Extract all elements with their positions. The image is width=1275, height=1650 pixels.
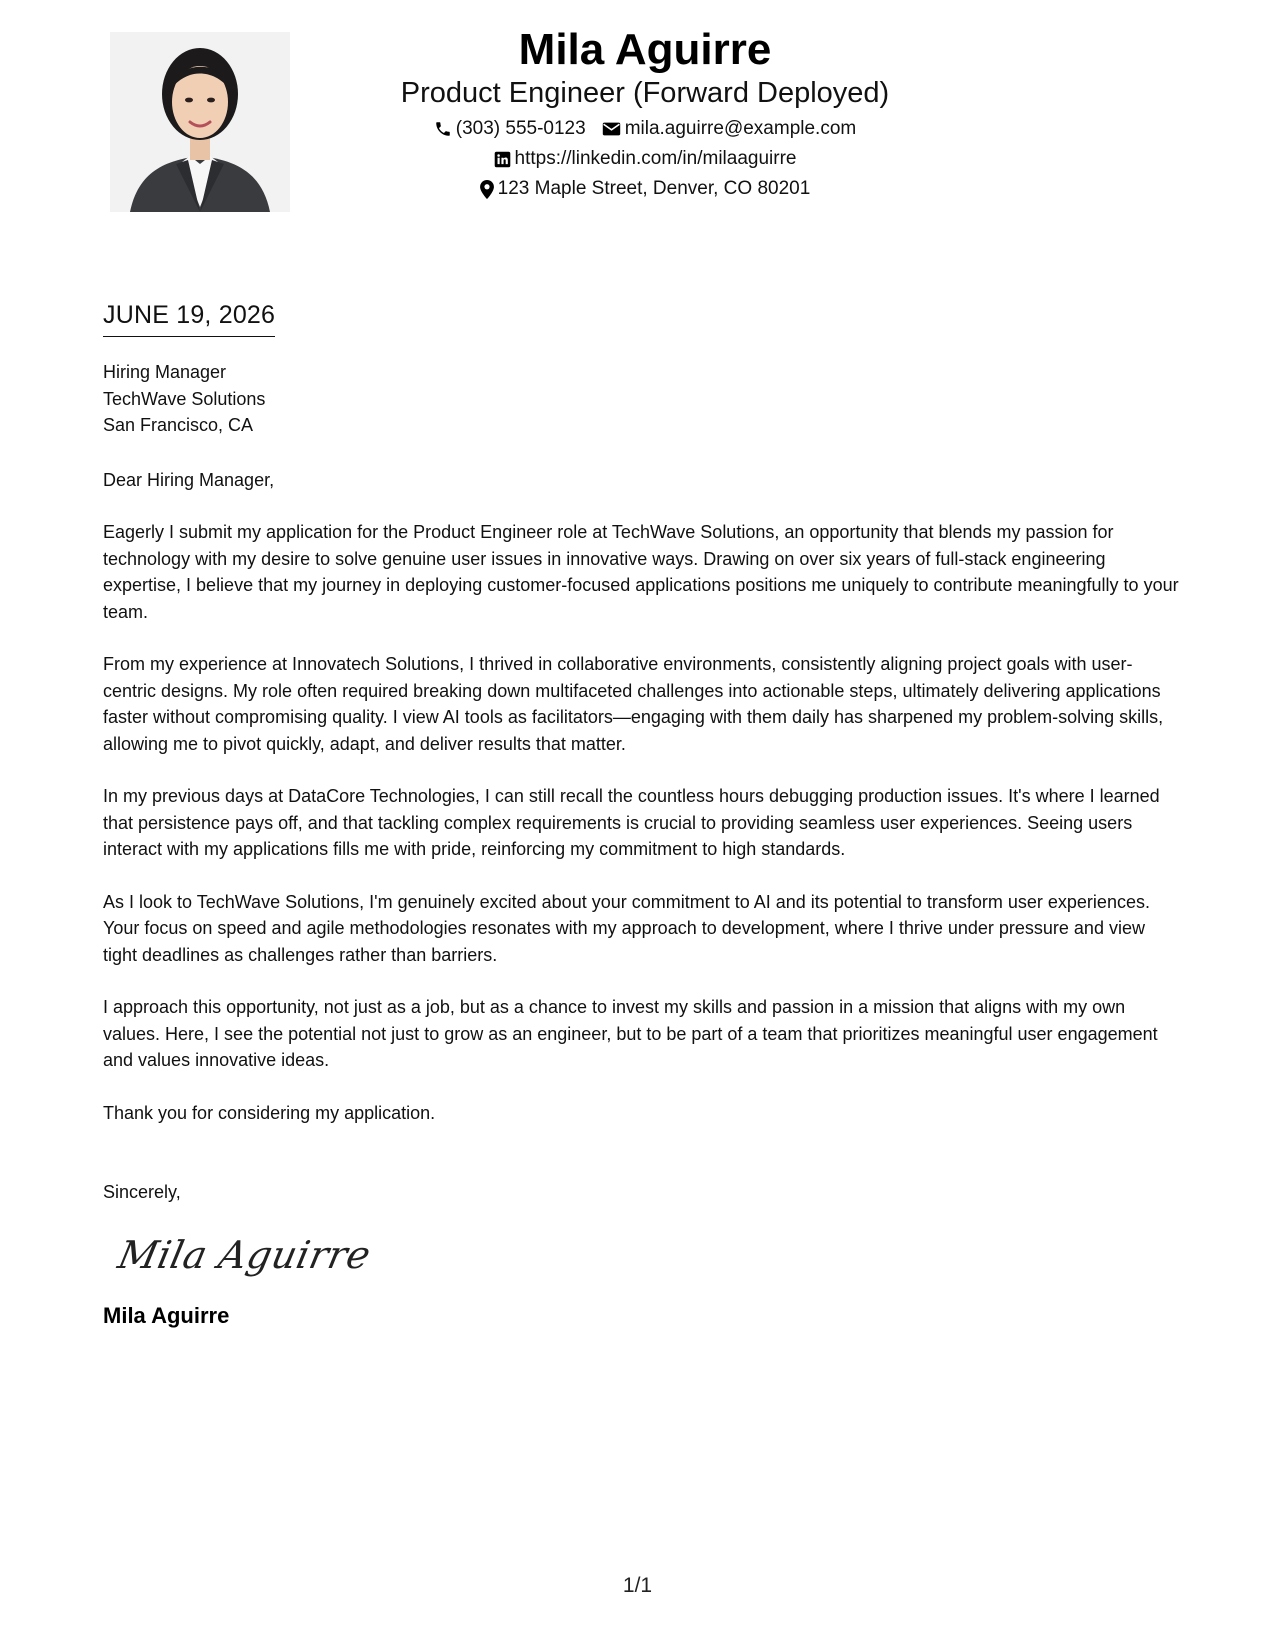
recipient-line: San Francisco, CA xyxy=(103,415,254,435)
body-paragraph: Thank you for considering my application. xyxy=(103,1102,436,1123)
phone-icon xyxy=(434,120,452,138)
salutation: Dear Hiring Manager, xyxy=(103,469,275,490)
closing: Sincerely, xyxy=(103,1182,181,1202)
email-text: mila.aguirre@example.com xyxy=(624,118,857,139)
letter-body xyxy=(103,300,1183,1330)
body-paragraph: From my experience at Innovatech Solutions, I thrived in collaborative environments, consistently aligning project goals with user-centric designs. My role often required breaking down multifaceted challenges into actionable steps, ultimately delivering applications faster without compromising quality. I view AI tools as facilitators—engaging with them daily has sharpened my problem-solving skills, allowing me to pivot quickly, adapt, and deliver results that matter. xyxy=(103,654,1164,754)
contact-row-linkedin xyxy=(330,148,960,170)
address-text: 123 Maple Street, Denver, CO 80201 xyxy=(497,178,811,199)
applicant-name: Mila Aguirre xyxy=(518,25,772,74)
body-paragraph: I approach this opportunity, not just as a job, but as a chance to invest my skills and passion in a mission that aligns with my own values. Here, I see the potential not just to grow as an engineer, but to be part of a team that prioritizes meaningful user engagement and values innovative ideas. xyxy=(103,997,1158,1070)
linkedin-icon xyxy=(494,151,511,168)
contact-address xyxy=(480,178,811,200)
body-paragraph: Eagerly I submit my application for the Product Engineer role at TechWave Solutions, an opportunity that blends my passion for technology with my desire to solve genuine user issues in innovative ways. Drawing on over six years of full-stack engineering expertise, I believe that my journey in deploying customer-focused applications positions me uniquely to contribute meaningfully to your team. xyxy=(103,522,1179,622)
letter-header xyxy=(330,24,960,200)
envelope-icon xyxy=(602,121,621,137)
page-number: 1/1 xyxy=(622,1574,653,1597)
signed-name: Mila Aguirre xyxy=(103,1302,230,1328)
contact-row-phone-email xyxy=(330,118,960,140)
recipient-line: TechWave Solutions xyxy=(103,388,266,409)
portrait-image xyxy=(110,32,290,212)
contact-row-address xyxy=(330,178,960,200)
contact-phone xyxy=(434,118,586,140)
map-pin-icon xyxy=(480,180,494,199)
linkedin-text: https://linkedin.com/in/milaaguirre xyxy=(514,148,797,169)
handwritten-signature: Mila Aguirre xyxy=(114,1232,375,1277)
profile-photo xyxy=(110,32,290,212)
body-paragraph: As I look to TechWave Solutions, I'm genuinely excited about your commitment to AI and its potential to transform user experiences. Your focus on speed and agile methodologies resonates with my approach to development, where I thrive under pressure and view tight deadlines as challenges rather than barriers. xyxy=(103,891,1150,965)
recipient-block xyxy=(103,359,1183,439)
body-paragraph: In my previous days at DataCore Technologies, I can still recall the countless hours debugging production issues. It's where I learned that persistence pays off, and that tackling complex requirements is crucial to providing seamless user experiences. Seeing users interact with my applications fills me with pride, reinforcing my commitment to high standards. xyxy=(103,786,1160,859)
recipient-line: Hiring Manager xyxy=(103,362,227,382)
contact-linkedin xyxy=(494,148,797,170)
applicant-title: Product Engineer (Forward Deployed) xyxy=(400,77,890,109)
phone-text: (303) 555-0123 xyxy=(455,118,586,139)
contact-email xyxy=(602,118,857,140)
letter-date: JUNE 19, 2026 xyxy=(103,300,275,337)
